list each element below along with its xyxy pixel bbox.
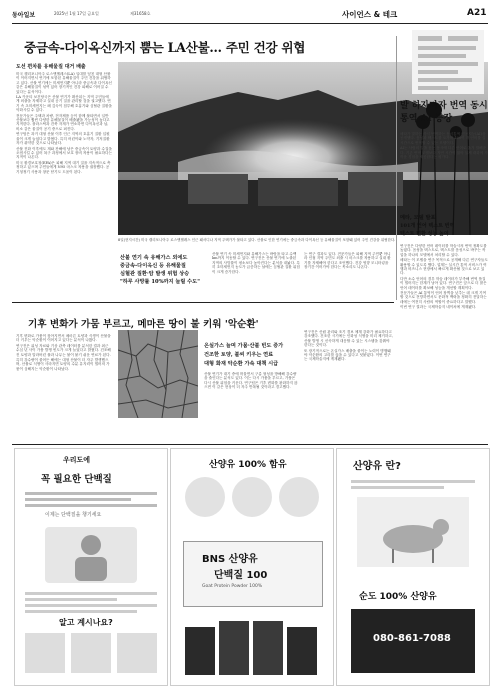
column-body-2: 연구진은 다양한 언어 데이터를 학습시켜 번역 정확도를 높였다. 음성을 텍스트로, 텍스트를 음성으로 바꾸는 작업을 하나의 모델에서 처리할 수 있다. 메타는 이 모델을 연구 목적으로 공개해 다른 연구자들도 활용할 수 있도록 했다. 업계는 실시간 통역 서비스가 여행과 비즈니스 현장에서 빠르게 확산될 것으로 보고 있다. 다만 소수 언어의 경우 학습 데이터가 부족해 번역 품질이 떨어지는 한계가 남아 있다. 연구진은 앞으로 더 많은 언어 데이터를 확보해 성능을 개선할 계획이다. 전문가들은 AI 통역이 언어 장벽을 낮추는 데 크게 기여할 것으로 전망하면서도 문화적 맥락을 정확히 전달하는 데에는 여전히 사람의 역할이 중요하다고 말했다. 이번 연구 결과는 국제학술지 네이처에 게재됐다. [400, 244, 488, 310]
page-number: A21 [467, 8, 487, 18]
ad1-sub: 이제는 단백질을 챙기세요 [45, 512, 102, 518]
ad2-product-box [183, 541, 323, 607]
main-body-paragraph: 미국 캘리포니아주 로스앤젤레스(LA) 일대를 덮친 대형 산불이 이어지면서 연기에 포함된 유해물질이 주민 건강을 위협하고 있다. 산불 연기에는 미세먼지뿐 아니라 중금속과 다이옥신 같은 유해물질이 섞여 있어 장기적인 건강 피해로 이어질 수 있다는 분석이다. [16, 72, 112, 94]
issue-number: 제31658호 [130, 11, 151, 16]
ad2-feature-icons [185, 477, 319, 529]
pullquote-sub: "하루 사망률 10%까지 늘릴 수도" [120, 279, 200, 285]
main-headline: 중금속-다이옥신까지 뿜는 LA산불… 주민 건강 위협 [24, 40, 306, 55]
ad1-question: 알고 계시나요? [59, 618, 113, 627]
ad1-headline: 꼭 필요한 단백질 [41, 474, 112, 485]
main-body-col2: 산불 연기 속 미세먼지와 유해가스는 바람을 타고 수백 km까지 이동할 수 있다. 연구진은 산불 연기에 노출된 지역의 사망률이 평소보다 높아진다는 분석을 내놨다. 특히 초미세먼지 농도가 급증하는 날에는 심혈관 질환 위험이 크게 증가한다. [212, 252, 300, 274]
photo-caption: 8일(현지시간) 미국 캘리포니아주 로스앤젤레스 인근 패서디나 지역 주택가가 불타고 있다. 산불로 인한 연기에는 중금속과 다이옥신 등 유해물질이 포함돼 있어 주민 건강을 위협한다. [118, 238, 396, 242]
second-body-left: 기후 변화로 가뭄이 잦아지면서 메마른 토양과 식생이 산불을 더 키우는 악순환이 이어지고 있다는 분석이 나왔다. 연구진은 위성 자료와 기상 관측 데이터를 분석한 결과 최근 수십 년 사이 가뭄 발생 빈도가 크게 늘었다고 밝혔다. 건조해진 토양과 말라버린 풀과 나무는 불이 붙기 쉬운 연료가 된다. 특히 강수량이 줄어든 해에는 대형 산불이 더 자주 발생했으며, 산불로 식생이 사라지면 토양의 수분 유지력이 떨어져 가뭄이 심해지는 악순환이 나타났다. [16, 334, 111, 371]
column-body-paragraph: 메타가 말하는 즉시 번역하는 동시통역 인공지능(AI)을 공개했다. 음성과 텍스트를 오가며 100여 개 언어를 실시간으로 번역할 수 있는 모델이다. [400, 132, 486, 145]
ad3-headline: 산양유 란? [353, 461, 401, 472]
masthead [12, 8, 488, 22]
second-body-mid: 산불 연기가 대기 중에 머물면서 구름 형성을 방해해 강수량을 줄인다는 분석도 있다. 이는 다시 가뭄을 부르고, 가뭄은 다시 산불 위험을 키운다. 연구팀은 기후 변화를 완화하지 않으면 이 같은 현상이 더 자주 반복될 것이라고 경고했다. [204, 372, 298, 390]
column-body: 메타가 말하는 즉시 번역하는 동시통역 인공지능(AI)을 공개했다. 음성과 텍스트를 오가며 100여 개 언어를 실시간으로 번역할 수 있는 모델이다. AI는 사람의 말을 듣는 동시에 다른 언어로 옮겨 말해준다. 기존 번역 모델보다 지연 시간이 짧아 실제 대화에 가까운 경험을 제공한다는 평가다. [400, 132, 488, 160]
main-body-left: 미국 캘리포니아주 로스앤젤레스(LA) 일대를 덮친 대형 산불이 이어지면서 연기에 포함된 유해물질이 주민 건강을 위협하고 있다. 산불 연기에는 미세먼지뿐 아니라 중금속과 다이옥신 같은 유해물질이 섞여 있어 장기적인 건강 피해로 이어질 수 있다는 분석이다. LA 카운티 보건당국은 산불 연기가 확산되는 지역 주민들에게 외출을 자제하고 실내 공기 질을 관리할 것을 권고했다. 연기 속 초미세먼지는 폐 깊숙이 침투해 호흡기와 심혈관 질환을 악화시킬 수 있다. 전문가들은 주택과 차량, 전자제품 등이 함께 불타면서 일반 산불보다 훨씬 다양한 유해물질이 배출됐을 가능성이 높다고 지적한다. 플라스틱과 건축 자재가 연소하면 다이옥신과 납, 비소 같은 물질이 공기 중으로 퍼진다. 연구팀은 과거 대형 산불 이후 인근 지역의 호흡기 질환 입원율이 크게 늘었다고 밝혔다. 특히 어린이와 노약자, 기저질환자가 취약한 것으로 나타났다. 산불 진화 이후에도 재와 잔해에 남은 중금속이 토양과 수질을 오염시킬 수 있어 복구 과정에서 보호 장비 착용이 필요하다는 지적이 나온다. 미국 환경보호청(EPA)은 피해 지역 대기 질을 지속적으로 측정하고 있으며 주민들에게 N95 마스크 착용을 권장했다. 공기청정기 사용과 창문 닫기도 도움이 된다. [16, 72, 112, 174]
column-kicker: 메타, 모델 발표 101개 언어 텍스트 번역 텍스트 변환 성능 높여 [400, 214, 488, 238]
ad3-illustration [357, 497, 469, 567]
main-body-col3: 는 연구 결과도 있다. 전문가들은 피해 지역 주민뿐 아니라 인접 지역 주민도 외출 시 마스크를 착용하고 실내 환기를 자제해야 한다고 조언했다. 건강 영향 모니터링을 장기간 이어가야 한다는 목소리도 나온다. [304, 252, 391, 270]
translation-icon [412, 30, 484, 94]
column-decoration [412, 30, 484, 94]
ad2-product-shots [185, 617, 319, 677]
column-kicker-text: 메타, 모델 발표 [400, 215, 436, 221]
issue-date: 2025년 1월 17일 금요일 [54, 11, 99, 16]
masthead-rule [12, 23, 488, 24]
second-pullquote-line: 대형 화재 악순환 가속 대책 시급 [204, 361, 279, 367]
second-pullquote [204, 342, 304, 369]
second-headline: 기후 변화가 가뭄 부르고, 메마른 땅이 불 키워 '악순환' [28, 319, 259, 330]
second-pullquote-line: 온실가스 늘며 가뭄·산불 빈도 증가 [204, 343, 284, 349]
paper-name: 동아일보 [12, 12, 36, 19]
pullquote-line: 산불 연기 속 유해가스 외에도 [120, 255, 188, 261]
ad1-text-lines [25, 489, 157, 510]
ad3-lines [351, 477, 475, 492]
ad3-phone: 080-861-7088 [373, 633, 451, 644]
second-pullquote-line: 건조한 토양, 불씨 키우는 연료 [204, 352, 274, 358]
ad-protein-info[interactable] [14, 448, 168, 686]
section-name: 사이언스 & 테크 [342, 10, 398, 19]
goat-icon [357, 497, 469, 567]
ad-goat-milk-what[interactable] [336, 448, 490, 686]
drought-photo-image [118, 330, 198, 418]
ad2-product: 단백질 100 [214, 570, 268, 581]
column-headline: 발 하자마자 번역 동시통역 AI 등장 [400, 101, 488, 124]
main-byline: 도선 편차를 유해물질 대거 배출 [16, 64, 86, 70]
ad3-slogan: 순도 100% 산양유 [359, 592, 437, 602]
ad1-lines [25, 589, 157, 616]
ad-top-rule [12, 444, 488, 445]
ad2-product-en: Goat Protein Powder 100% [202, 584, 263, 589]
drought-photo [118, 330, 198, 418]
ad1-figure [45, 527, 137, 583]
second-body-right: 연구진은 산림 관리와 조기 경보 체계 강화가 필요하다고 강조했다. 건조한 시기에는 인화성 식생을 미리 제거하고, 산불 발생 시 신속하게 대응할 수 있는 시스템을 갖춰야 한다는 것이다. 또 장기적으로는 온실가스 배출을 줄이는 노력이 병행돼야 악순환의 고리를 끊을 수 있다고 덧붙였다. 이번 연구는 국제학술지에 게재됐다. [304, 330, 393, 362]
pullquote-line: 심혈관 질환·암 발생 위험 상승 [120, 271, 190, 277]
ad-bns-goat-milk[interactable] [170, 448, 334, 686]
pullquote-line: 중금속-다이옥신 등 유해물질 [120, 263, 186, 269]
ad2-brand: BNS 산양유 [202, 554, 258, 565]
ad1-tagline: 우리도에 [63, 456, 91, 464]
second-body-paragraph: 기후 변화로 가뭄이 잦아지면서 메마른 토양과 식생이 산불을 더 키우는 악순환이 이어지고 있다는 분석이 나왔다. [16, 334, 111, 343]
person-icon [45, 527, 137, 583]
column-divider [396, 36, 397, 300]
ad1-boxes [25, 633, 157, 677]
ad3-footer-box [351, 609, 475, 673]
main-pullquote [120, 254, 208, 286]
ad2-badge: 산양유 100% 함유 [209, 460, 287, 470]
section-rule [12, 302, 394, 303]
